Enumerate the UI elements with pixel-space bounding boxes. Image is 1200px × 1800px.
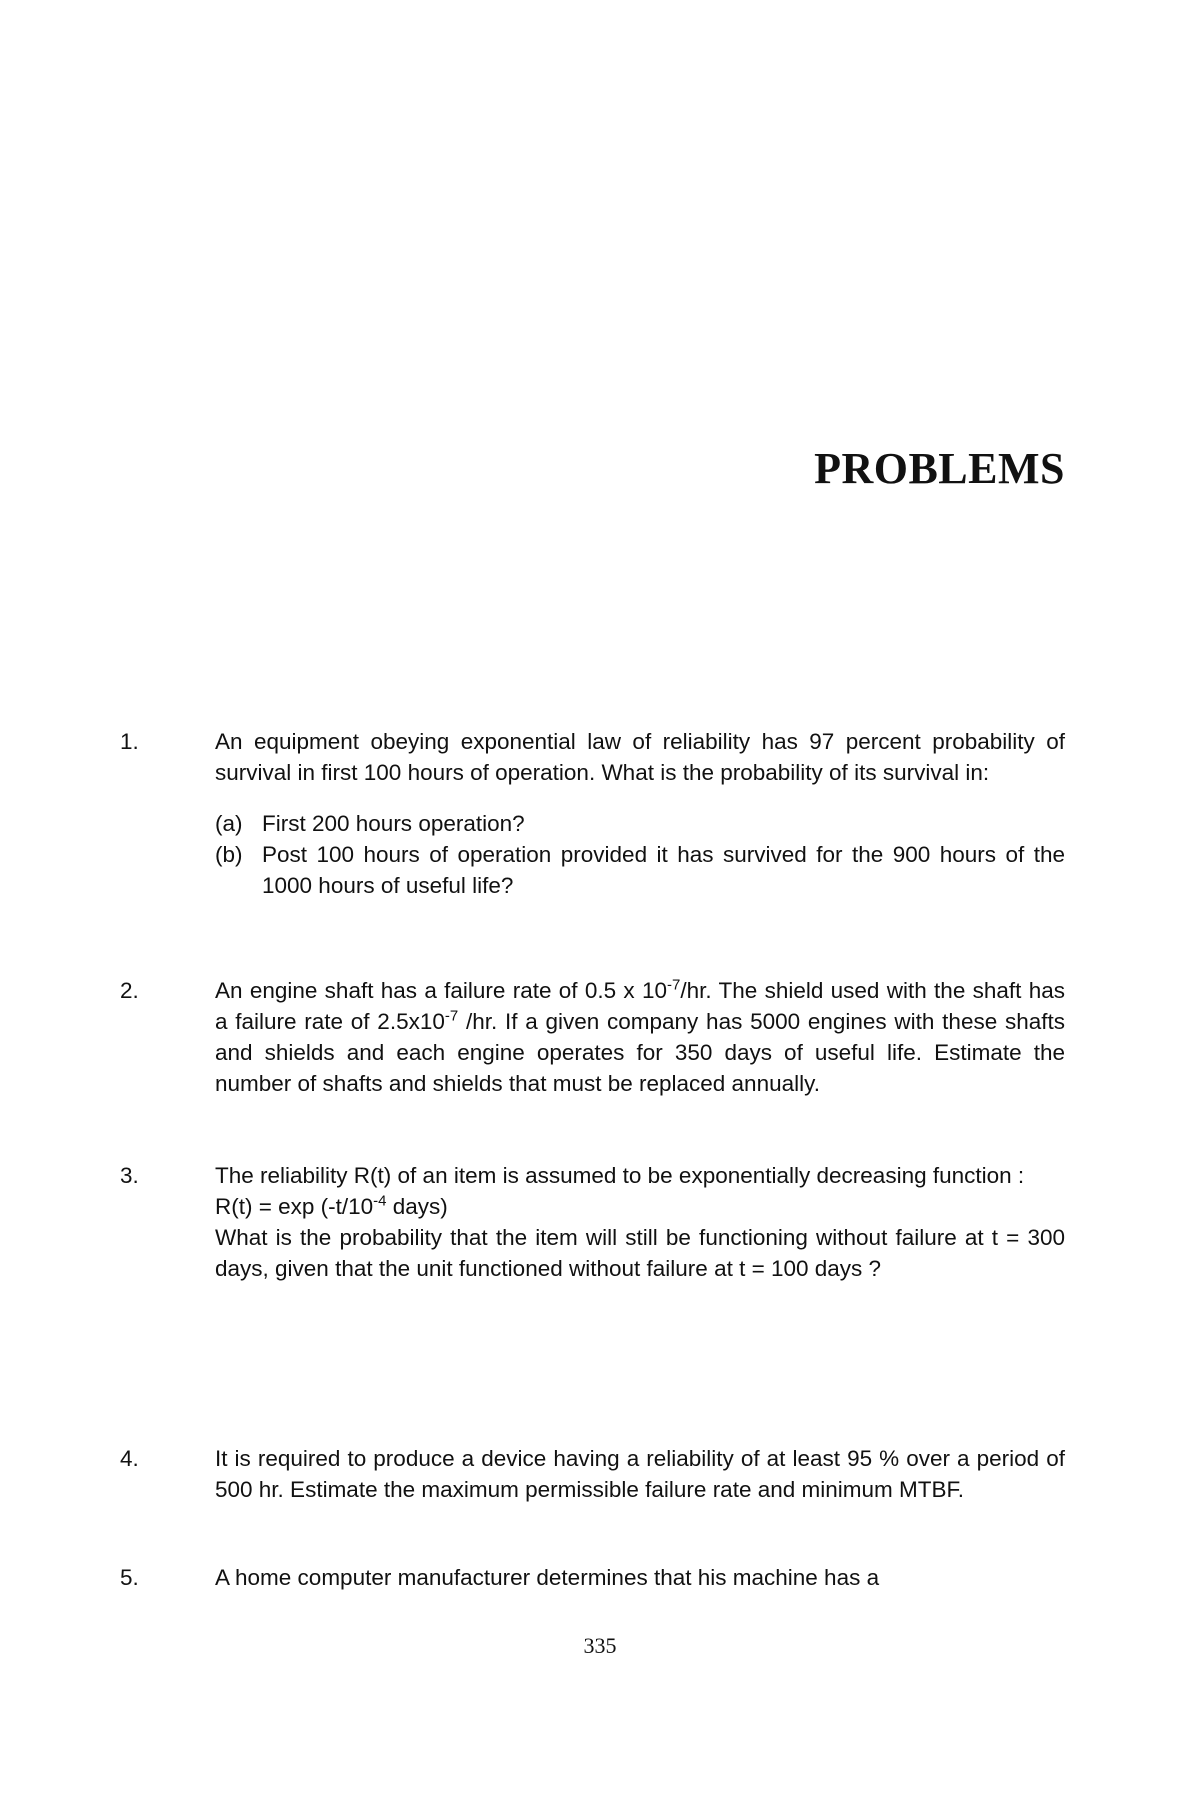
- page-title: PROBLEMS: [814, 444, 1065, 493]
- problem-1: [120, 726, 1065, 901]
- problem-question: What is the probability that the item will still be functioning without failure at t = 300 days, given that the unit functioned without failure at t = 100 days ?: [215, 1225, 1065, 1281]
- problem-number: 1.: [120, 729, 139, 754]
- subitem-label: (a): [215, 811, 243, 836]
- problem-number: 5.: [120, 1565, 139, 1590]
- problem-text: It is required to produce a device having a reliability of at least 95 % over a period of 500 hr. Estimate the maximum permissible failure rate and minimum MTBF.: [215, 1446, 1065, 1502]
- problem-text: An engine shaft has a failure rate of 0.5 x $10^{-7}/hr$. The shield used with the shaft has a failure rate of $2.5x10^{-7}$ /hr. If a given company has 5000 engines with these shafts and shields and each engine operates for 350 days of useful life. Estimate the number of shafts and shields that must be replaced annually.: [215, 976, 1065, 1096]
- problem-number: 3.: [120, 1163, 139, 1188]
- problem-number: 4.: [120, 1446, 139, 1471]
- subitem-text: Post 100 hours of operation provided it has survived for the 900 hours of the 1000 hours of useful life?: [262, 842, 1065, 898]
- exponent: -7: [667, 976, 681, 994]
- problem-3: [120, 1160, 1065, 1284]
- exponent: -7: [444, 1007, 459, 1025]
- subitem-a: [215, 808, 1065, 839]
- subitem-label: (b): [215, 842, 243, 867]
- page-number: 335: [583, 1633, 617, 1658]
- problem-text: The reliability R(t) of an item is assumed to be exponentially decreasing function :: [215, 1163, 1025, 1188]
- equation: $R(t) = \exp (-t/10^{-4}$ days): [215, 1192, 448, 1219]
- subitem-b: [215, 839, 1065, 901]
- problem-text: An equipment obeying exponential law of reliability has 97 percent probability of survival in first 100 hours of operation. What is the probability of its survival in:: [215, 729, 1065, 785]
- problem-number: 2.: [120, 978, 139, 1003]
- problem-4: [120, 1443, 1065, 1505]
- subitem-text: First 200 hours operation?: [262, 811, 525, 836]
- problem-2: [120, 975, 1065, 1099]
- problem-5: [120, 1562, 1065, 1593]
- exponent: -4: [373, 1192, 387, 1210]
- problem-text: A home computer manufacturer determines that his machine has a: [215, 1565, 880, 1590]
- subitem-list: [215, 808, 1065, 901]
